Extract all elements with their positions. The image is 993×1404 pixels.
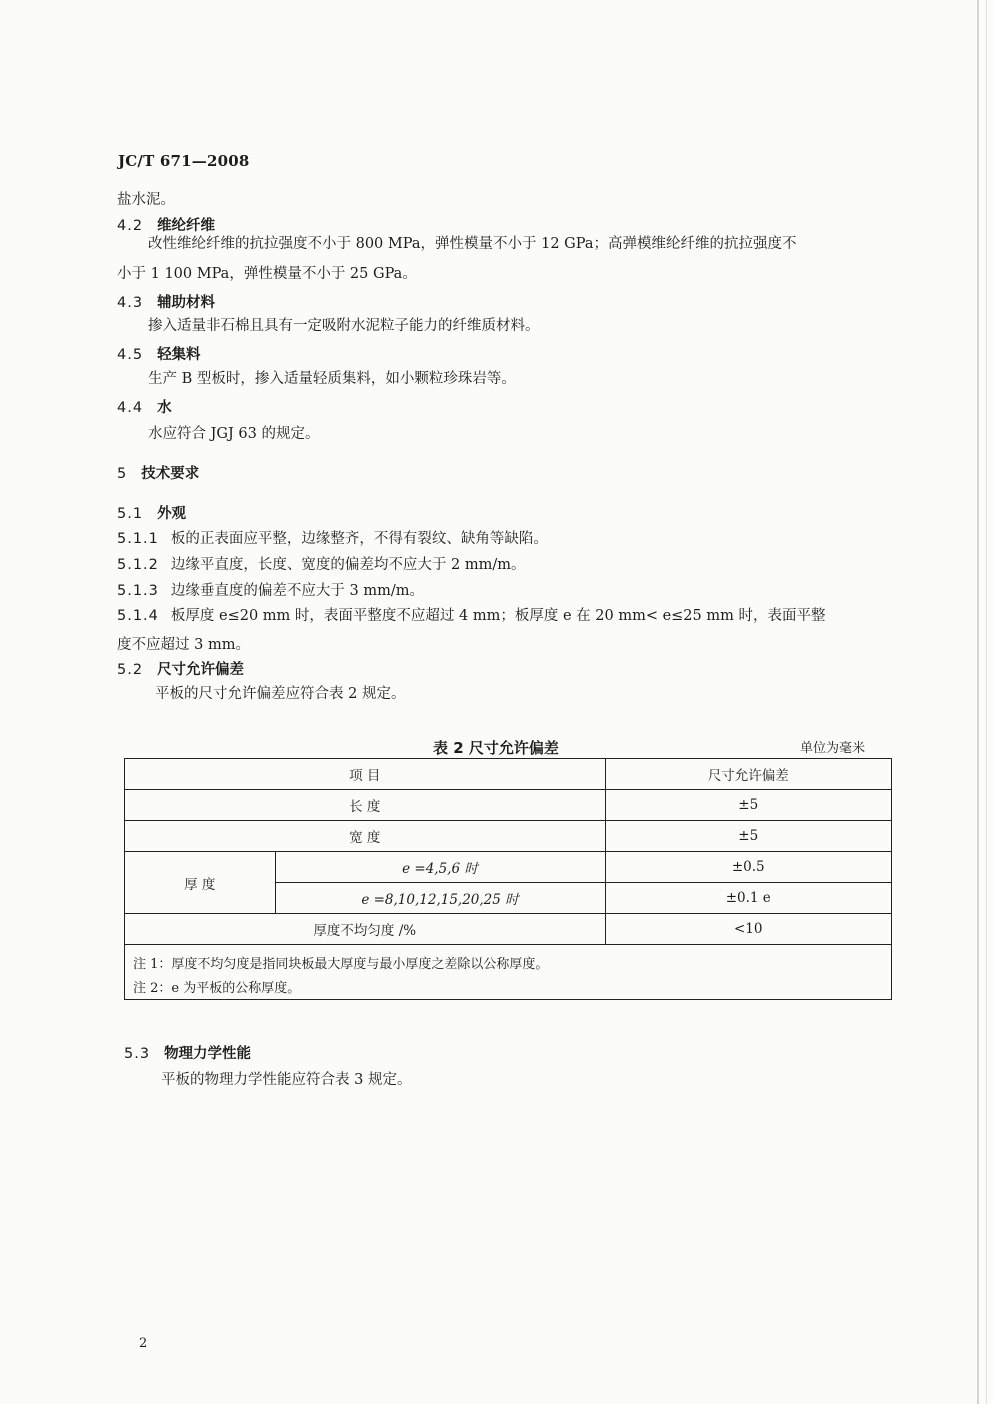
row-condition: e =4,5,6 时	[275, 852, 605, 883]
clause-text: 边缘垂直度的偏差不应大于 3 mm/m。	[170, 583, 424, 599]
text-line-content: 平板的物理力学性能应符合表 3 规定。	[161, 1072, 412, 1088]
row-condition: e =8,10,12,15,20,25 时	[275, 883, 605, 914]
section-title: 水	[157, 399, 172, 416]
row-value: ±0.5	[605, 852, 891, 883]
text-line	[148, 316, 540, 336]
clause-5-1-4	[117, 606, 825, 626]
table-row	[125, 821, 891, 852]
text-line	[148, 234, 797, 254]
tolerance-table	[124, 758, 892, 1000]
page-number: 2	[139, 1336, 148, 1351]
clause-text: 板的正表面应平整，边缘整齐，不得有裂纹、缺角等缺陷。	[170, 531, 548, 547]
table-header-row	[125, 759, 891, 790]
text-line	[117, 264, 417, 284]
table-note: 注 2：e 为平板的公称厚度。	[133, 981, 301, 996]
section-number: 4.2	[117, 218, 144, 234]
row-label: 厚 度	[125, 852, 275, 914]
header-item: 项 目	[125, 759, 605, 790]
section-title: 辅助材料	[157, 294, 216, 311]
section-number: 5.3	[124, 1046, 151, 1062]
text-line	[155, 684, 405, 704]
table-row	[125, 790, 891, 821]
section-title: 技术要求	[141, 465, 200, 482]
clause-5-1-3	[117, 581, 424, 601]
clause-text: 板厚度 e≤20 mm 时，表面平整度不应超过 4 mm；板厚度 e 在 20 mm< e≤25 mm 时，表面平整	[170, 608, 826, 624]
section-number: 4.3	[117, 295, 144, 311]
standard-code: JC/T 671—2008	[118, 152, 250, 170]
clause-number: 5.1.4	[117, 608, 159, 624]
text-line-content: 掺入适量非石棉且具有一定吸附水泥粒子能力的纤维质材料。	[148, 318, 540, 334]
text-line-content: 生产 B 型板时，掺入适量轻质集料，如小颗粒珍珠岩等。	[148, 371, 516, 387]
clause-number: 5.1.1	[117, 531, 159, 547]
table-caption: 表 2 尺寸允许偏差	[433, 739, 559, 757]
row-value: <10	[605, 914, 891, 945]
section-heading-4-2	[117, 216, 215, 236]
section-number: 5.1	[117, 506, 144, 522]
text-line	[161, 1070, 411, 1090]
section-title: 外观	[157, 505, 187, 522]
section-heading-4-4	[117, 398, 172, 418]
section-title: 尺寸允许偏差	[157, 661, 245, 678]
text-line	[148, 369, 516, 389]
text-line-content: 度不应超过 3 mm。	[117, 637, 250, 653]
table-notes-row	[125, 945, 891, 1008]
clause-number: 5.1.3	[117, 583, 159, 599]
clause-number: 5.1.2	[117, 557, 159, 573]
row-label: 宽 度	[125, 821, 605, 852]
text-line	[117, 635, 250, 655]
section-title: 轻集料	[157, 346, 201, 363]
row-value: ±0.1 e	[605, 883, 891, 914]
text-line-content: 盐水泥。	[117, 192, 175, 208]
table-row	[125, 852, 891, 883]
section-heading-5-3	[124, 1044, 251, 1064]
clause-text: 边缘平直度，长度、宽度的偏差均不应大于 2 mm/m。	[170, 557, 526, 573]
row-value: ±5	[605, 790, 891, 821]
section-heading-5-2	[117, 660, 244, 680]
section-number: 4.5	[117, 347, 144, 363]
section-number: 5	[117, 466, 128, 482]
text-line	[117, 190, 175, 210]
row-label: 长 度	[125, 790, 605, 821]
text-line-content: 平板的尺寸允许偏差应符合表 2 规定。	[155, 686, 406, 702]
section-title: 维纶纤维	[157, 217, 216, 234]
clause-5-1-1	[117, 529, 548, 549]
table-notes	[125, 945, 891, 1008]
text-line	[148, 424, 320, 444]
row-value: ±5	[605, 821, 891, 852]
table-note: 注 1：厚度不均匀度是指同块板最大厚度与最小厚度之差除以公称厚度。	[133, 957, 549, 972]
text-line-content: 水应符合 JGJ 63 的规定。	[148, 426, 320, 442]
section-heading-5-1	[117, 504, 186, 524]
clause-5-1-2	[117, 555, 525, 575]
section-title: 物理力学性能	[164, 1045, 252, 1062]
section-heading-5	[117, 464, 199, 484]
section-heading-4-3	[117, 293, 215, 313]
header-tolerance: 尺寸允许偏差	[605, 759, 891, 790]
text-line-content: 小于 1 100 MPa，弹性模量不小于 25 GPa。	[117, 266, 417, 282]
row-label: 厚度不均匀度 /%	[125, 914, 605, 945]
section-number: 4.4	[117, 400, 144, 416]
table-unit: 单位为毫米	[800, 741, 866, 756]
section-heading-4-5	[117, 345, 201, 365]
table-row	[125, 914, 891, 945]
text-line-content: 改性维纶纤维的抗拉强度不小于 800 MPa，弹性模量不小于 12 GPa；高弹模维纶纤维的抗拉强度不	[148, 236, 797, 252]
section-number: 5.2	[117, 662, 144, 678]
